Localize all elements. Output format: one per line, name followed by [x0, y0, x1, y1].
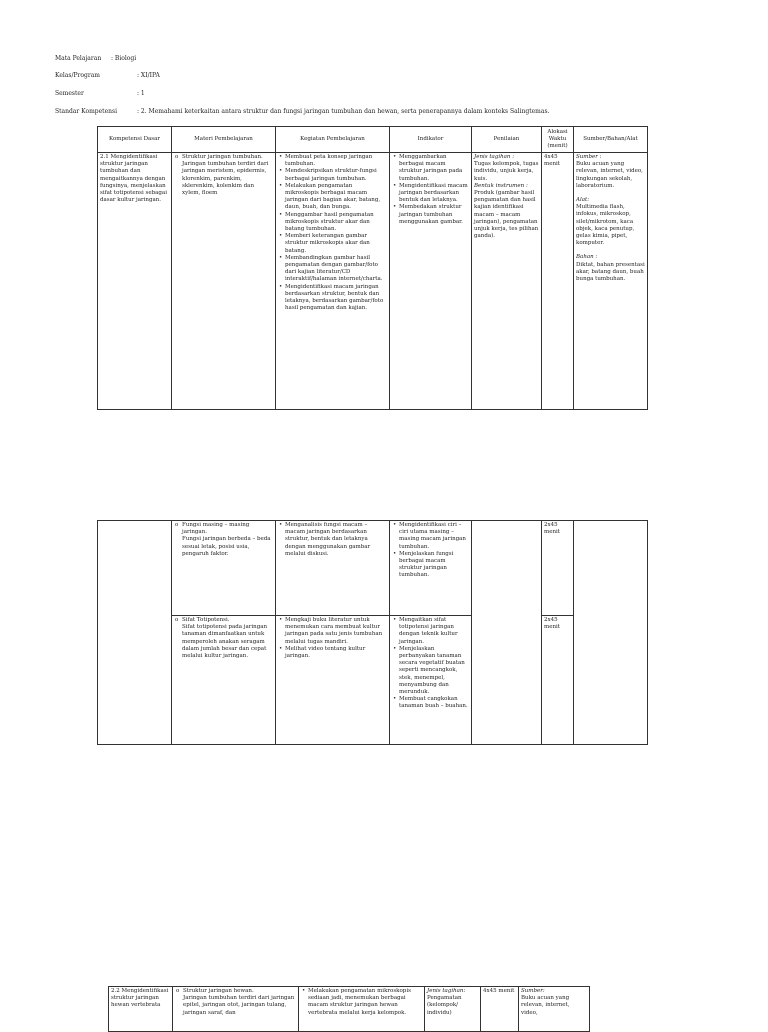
penilaian-bentuk: Produk (gambar hasil pengamatan dan hasil kajian identifikasi macam – macam jaringan), pengamatan unjuk kerja, tes pilihan ganda). [474, 190, 539, 240]
list-item: • Mengaitkan sifat totipotensi jaringan dengan teknik kultur jaringan. [399, 617, 469, 646]
table-row [98, 153, 648, 410]
alokasi-waktu-cell: 2x45 menit [542, 521, 574, 616]
list-item: • Mengkaji buku literatur untuk menemukan cara membuat kultur jaringan pada satu jenis tumbuhan melalui tugas mandiri. [285, 617, 387, 646]
materi-list [175, 988, 296, 1017]
syllabus-table-2 [97, 520, 648, 745]
list-item: • Membuat cangkokan tanaman buah – buahan. [399, 696, 469, 710]
syllabus-table-3 [108, 986, 590, 1032]
table-header-row [98, 127, 648, 153]
indikator-cell [390, 153, 472, 410]
syllabus-table-1 [97, 126, 648, 410]
kompetensi-dasar-cell: 2.2 Mengidentifikasi struktur jaringan hewan vertebrata [109, 987, 173, 1032]
materi-title: Struktur jaringan hewan. [183, 988, 254, 994]
list-item: • Melihat video tentang kultur jaringan. [285, 646, 387, 660]
penilaian-jenis-label: Jenis tagihan : [474, 154, 515, 160]
meta-semester [55, 90, 145, 98]
table-row [98, 521, 648, 616]
indikator-cell [390, 616, 472, 745]
list-item: • Menggambarkan berbagai macam struktur jaringan pada tumbuhan. [399, 154, 469, 183]
alat-text: Multimedia flash, infokus, mikroskop, silet/mikrotom, kaca objek, kaca penutup, gelas kimia, pipet, komputer. [576, 204, 635, 247]
meta-value: : XI/IPA [137, 72, 160, 79]
sumber-text: Buku acuan yang relevan, internet, video, lingkungan sekolah, laboratorium. [576, 161, 643, 189]
materi-body: Jaringan tumbuhan terdiri dari jaringan epitel, jaringan otot, jaringan tulang, jaringan saraf, dan [183, 995, 295, 1016]
materi-title: Struktur jaringan tumbuhan. [182, 154, 263, 160]
kegiatan-list [278, 522, 387, 558]
materi-cell [172, 616, 276, 745]
kegiatan-list [278, 617, 387, 660]
bahan-text: Diktat, bahan presentasi akar, batang daun, buah bunga tumbuhan. [576, 261, 645, 283]
penilaian-cell [425, 987, 481, 1032]
list-item: • Menjelaskan perbanyakan tanaman secara vegetatif buatan seperti mencangkok, stek, menempel, menyambung dan merunduk. [399, 646, 469, 696]
penilaian-bentuk-label: Bentuk instrumen : [474, 182, 528, 189]
sumber-cell [574, 153, 648, 410]
materi-list [174, 522, 273, 558]
list-item: • Melakukan pengamatan mikroskopis sediaan jadi, menemukan berbagai macam struktur jaringan hewan vertebrata melalui kerja kelompok. [308, 988, 422, 1017]
materi-cell [172, 521, 276, 616]
meta-label: Kelas/Program [55, 72, 100, 79]
meta-value: : Biologi [111, 55, 137, 62]
kegiatan-list [278, 154, 387, 312]
materi-body: Fungsi jaringan berbeda – beda sesuai letak, posisi usia, pengaruh faktor. [182, 536, 271, 557]
materi-cell [172, 153, 276, 410]
column-header: Kompetensi Dasar [98, 127, 172, 153]
alat-label: Alat: [576, 197, 590, 204]
column-header: Indikator [390, 127, 472, 153]
meta-standar-kompetensi [55, 108, 550, 116]
list-item: • Menjelaskan fungsi berbagai macam struktur jaringan tumbuhan. [399, 551, 469, 580]
meta-kelas-program [55, 72, 160, 80]
indikator-list [392, 617, 469, 711]
sumber-cell [519, 987, 590, 1032]
list-item: • Mengidentifikasi macam jaringan berdasarkan bentuk dan letaknya. [399, 183, 469, 205]
list-item: • Memberi keterangan gambar struktur mikroskopis akar dan batang. [285, 233, 387, 255]
materi-cell [173, 987, 299, 1032]
list-item [182, 154, 273, 197]
alokasi-waktu-cell: 4x45 menit [542, 153, 574, 410]
sumber-text: Buku acuan yang relevan, internet, video, [521, 995, 570, 1016]
list-item: • Menggambar hasil pengamatan mikroskopis struktur akar dan batang tumbuhan. [285, 212, 387, 234]
penilaian-cell [472, 153, 542, 410]
meta-mata-pelajaran [55, 55, 137, 63]
meta-label: Semester [55, 90, 84, 97]
sumber-label: Sumber: [521, 988, 545, 994]
kegiatan-cell [276, 521, 390, 616]
meta-value: : 2. Memahami keterkaitan antara struktur dan fungsi jaringan tumbuhan dan hewan, serta penerapannya dalam konteks Salingtemas. [137, 108, 550, 115]
list-item: • Membandingkan gambar hasil pengamatan dengan gambar/foto dari kajian literatur/CD interaktif/halaman internet/charta. [285, 255, 387, 284]
list-item: • Melakukan pengamatan mikroskopis berbagai macam jaringan dari bagian akar, batang, daun, buah, dan bunga. [285, 183, 387, 212]
materi-body: Sifat totipotensi pada jaringan tanaman dimanfaatkan untuk memperoleh anakan seragam dalam jumlah besar dan cepat melalui kultur jaringan. [182, 624, 268, 660]
kegiatan-cell [276, 616, 390, 745]
kegiatan-cell [299, 987, 425, 1032]
materi-title: Sifat Totipotensi. [182, 617, 230, 623]
list-item [182, 522, 273, 558]
column-header: Alokasi Waktu (menit) [542, 127, 574, 153]
list-item: • Membedakan struktur jaringan tumbuhan menggunakan gambar. [399, 204, 469, 226]
materi-list [174, 617, 273, 660]
list-item: • Menganalisis fungsi macam – macam jaringan berdasarkan struktur, bentuk dan letaknya dengan menggunakan gambar melalui diskusi. [285, 522, 387, 558]
list-item: • Membuat peta konsep jaringan tumbuhan. [285, 154, 387, 168]
materi-title: Fungsi masing – masing jaringan. [182, 522, 250, 536]
alokasi-waktu-cell: 2x45 menit [542, 616, 574, 745]
materi-list [174, 154, 273, 197]
sumber-label: Sumber : [576, 154, 602, 160]
indikator-cell [390, 521, 472, 616]
table-row [98, 616, 648, 745]
list-item [183, 988, 296, 1017]
list-item [182, 617, 273, 660]
column-header: Materi Pembelajaran [172, 127, 276, 153]
list-item: • Mengidentifikasi ciri – ciri utama masing – masing macam jaringan tumbuhan. [399, 522, 469, 551]
penilaian-label: Jenis tagihan: [427, 988, 466, 994]
sumber-cell [574, 521, 648, 745]
column-header: Penilaian [472, 127, 542, 153]
meta-value: : 1 [137, 90, 145, 97]
penilaian-jenis: Tugas kelompok, tugas individu, unjuk kerja, kuis. [474, 161, 539, 182]
meta-label: Standar Kompetensi [55, 108, 117, 115]
indikator-list [392, 154, 469, 226]
list-item: • Mengidentifikasi macam jaringan berdasarkan struktur, bentuk dan letaknya, berdasarkan gambar/foto hasil pengamatan dan kajian. [285, 284, 387, 313]
alokasi-waktu-cell: 4x45 menit [481, 987, 519, 1032]
indikator-list [392, 522, 469, 580]
materi-body: Jaringan tumbuhan terdiri dari jaringan meristem, epidermis, klorenkim, parenkim, sklerenkim, kolenkim dan xylem, floem [182, 161, 269, 197]
kegiatan-cell [276, 153, 390, 410]
penilaian-cell [472, 521, 542, 745]
meta-label: Mata Pelajaran [55, 55, 102, 62]
kompetensi-dasar-cell: 2.1 Mengidentifikasi struktur jaringan tumbuhan dan mengaitkannya dengan fungsinya, menjelaskan sifat totipotensi sebagai dasar kultur jaringan. [98, 153, 172, 410]
table-row [109, 987, 590, 1032]
column-header: Sumber/Bahan/Alat [574, 127, 648, 153]
kegiatan-list [301, 988, 422, 1017]
kompetensi-dasar-cell [98, 521, 172, 745]
bahan-label: Bahan : [576, 254, 598, 261]
penilaian-text: Pengamatan (kelompok/ individu) [427, 995, 462, 1016]
column-header: Kegiatan Pembelajaran [276, 127, 390, 153]
list-item: • Mendeskripsikan struktur-fungsi berbagai jaringan tumbuhan. [285, 168, 387, 182]
